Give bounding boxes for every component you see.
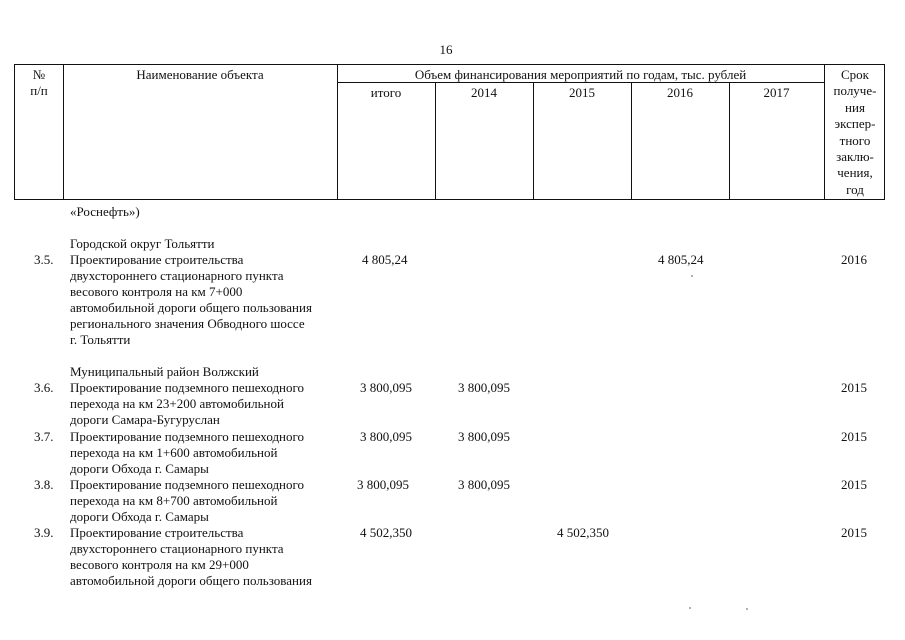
scan-speck xyxy=(746,608,748,610)
header-term: Срок получе- ния экспер- тного заклю- чения, год xyxy=(833,67,877,197)
row-total: 4 805,24 xyxy=(362,252,408,267)
row-2014: 3 800,095 xyxy=(458,477,510,492)
row-term: 2015 xyxy=(841,525,867,540)
row-object-name: Проектирование строительства двухстороннего стационарного пункта весового контроля на км 7+000 автомобильной дороги общего пользования регионального значения Обводного шоссе г. Тольятти xyxy=(70,252,312,347)
row-number: 3.8. xyxy=(34,477,54,492)
row-total: 3 800,095 xyxy=(360,429,412,444)
row-2014: 3 800,095 xyxy=(458,380,510,395)
header-total: итого xyxy=(370,85,402,100)
row-number: 3.7. xyxy=(34,429,54,444)
row-term: 2015 xyxy=(841,380,867,395)
row-number: 3.6. xyxy=(34,380,54,395)
row-total: 3 800,095 xyxy=(360,380,412,395)
scan-speck xyxy=(691,275,693,277)
table-header xyxy=(14,64,885,200)
row-term: 2015 xyxy=(841,429,867,444)
group-heading-tolyatti: Городской округ Тольятти xyxy=(70,236,215,251)
page-number: 16 xyxy=(439,42,453,57)
row-number: 3.9. xyxy=(34,525,54,540)
row-total: 3 800,095 xyxy=(357,477,409,492)
row-object-name: Проектирование подземного пешеходного перехода на км 23+200 автомобильной дороги Самара-Бугуруслан xyxy=(70,380,305,427)
row-2014: 3 800,095 xyxy=(458,429,510,444)
row-object-name: Проектирование строительства двухстороннего стационарного пункта весового контроля на км 29+000 автомобильной дороги общего пользования xyxy=(70,525,312,588)
header-2017: 2017 xyxy=(763,85,790,100)
header-name: Наименование объекта xyxy=(136,67,264,82)
group-heading-volzhsky: Муниципальный район Волжский xyxy=(70,364,259,379)
row-object-name: Проектирование подземного пешеходного перехода на км 8+700 автомобильной дороги Обхода г. Самары xyxy=(70,477,305,524)
continuation-text: «Роснефть») xyxy=(70,204,140,219)
row-term: 2015 xyxy=(841,477,867,492)
header-2014: 2014 xyxy=(471,85,497,100)
header-2015: 2015 xyxy=(569,85,595,100)
row-term: 2016 xyxy=(841,252,867,267)
scan-speck xyxy=(689,607,691,609)
row-total: 4 502,350 xyxy=(360,525,412,540)
header-2016: 2016 xyxy=(667,85,693,100)
column-divider xyxy=(63,65,64,199)
row-object-name: Проектирование подземного пешеходного перехода на км 1+600 автомобильной дороги Обхода г. Самары xyxy=(70,429,305,476)
row-2015: 4 502,350 xyxy=(557,525,609,540)
row-number: 3.5. xyxy=(34,252,54,267)
row-2016: 4 805,24 xyxy=(658,252,704,267)
header-num: № п/п xyxy=(30,67,48,98)
header-funding: Объем финансирования мероприятий по годам, тыс. рублей xyxy=(414,67,747,82)
